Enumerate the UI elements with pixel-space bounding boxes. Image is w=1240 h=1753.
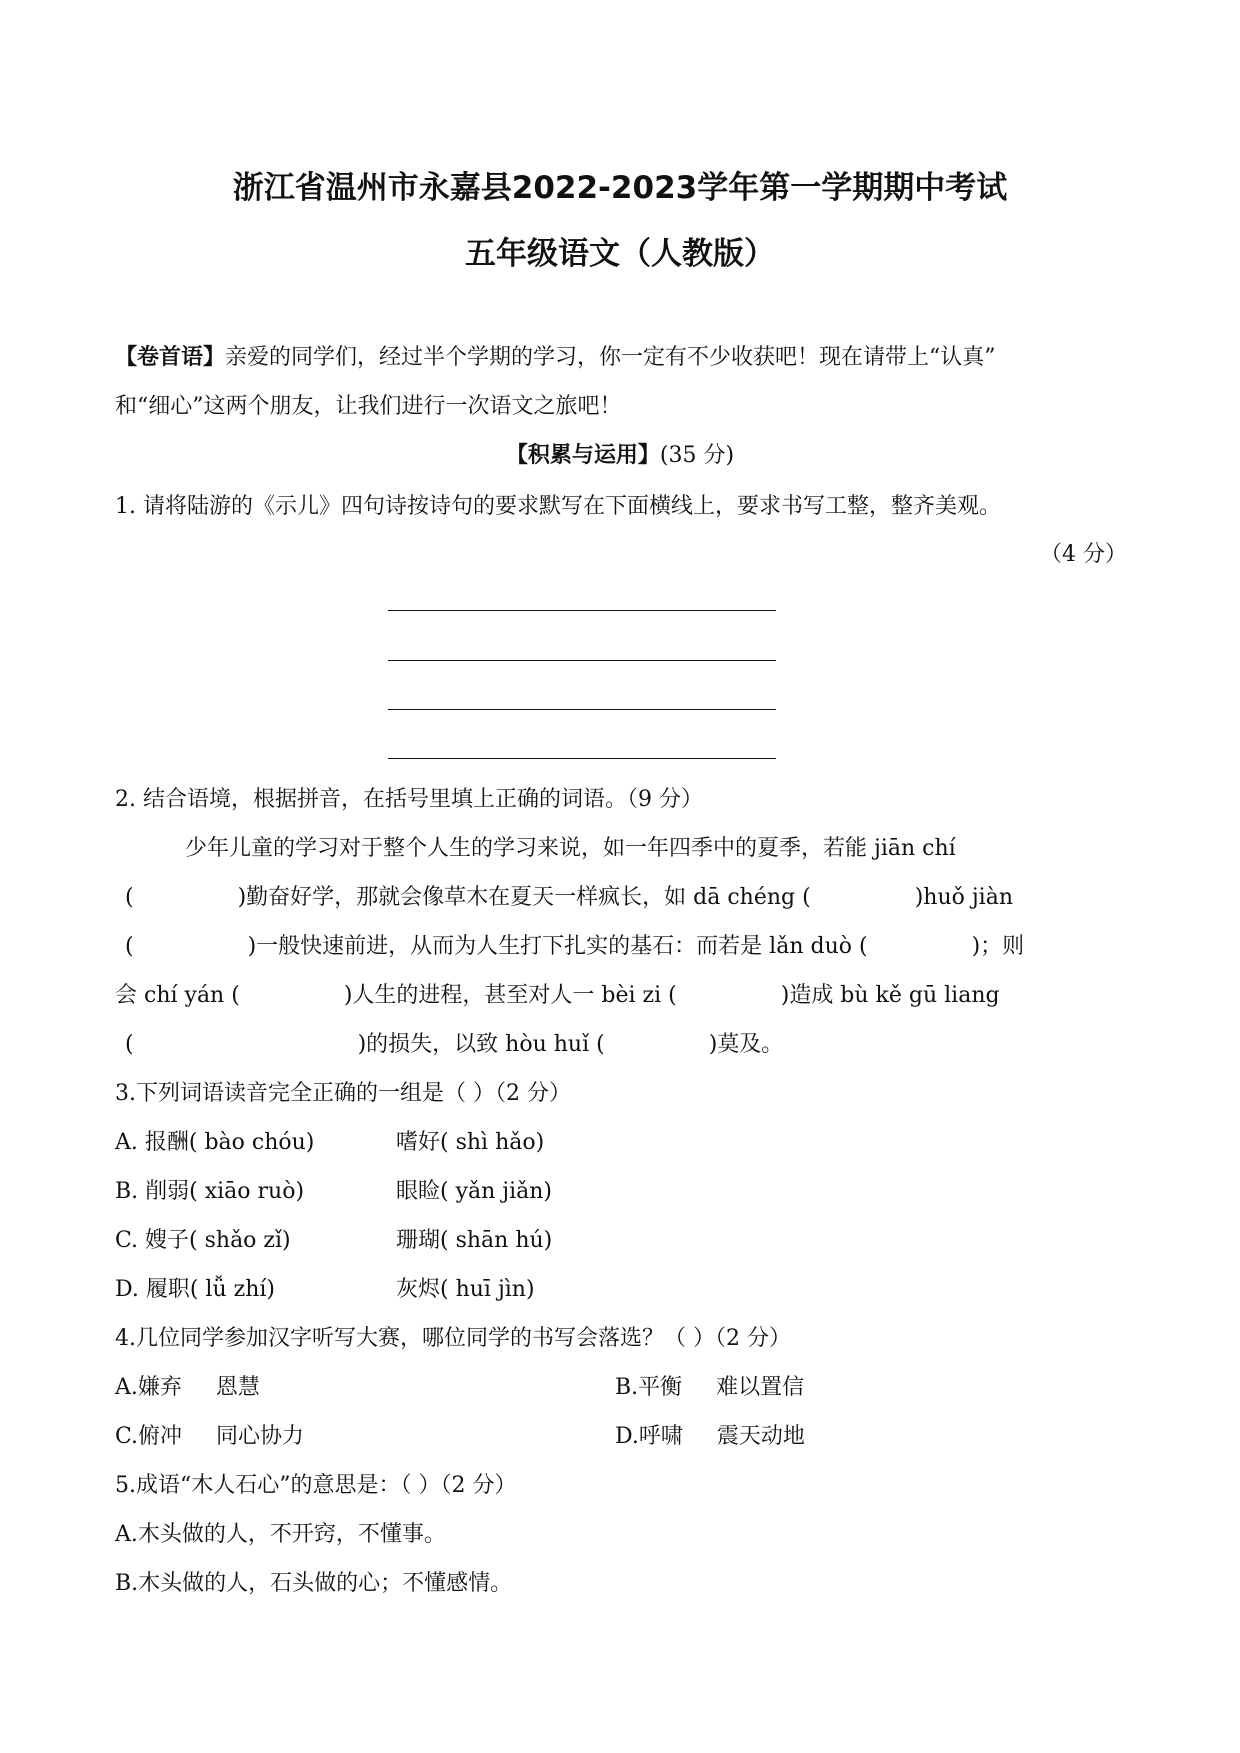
q4-text: 4.几位同学参加汉字听写大赛，哪位同学的书写会落选？（ ）（2 分） xyxy=(115,1326,791,1351)
q3-option-a-2: 嗜好( shì hǎo) xyxy=(396,1130,545,1155)
answer-line-1[interactable] xyxy=(388,610,776,611)
q2-line-5 xyxy=(125,1027,783,1058)
exam-subtitle: 五年级语文（人教版） xyxy=(465,236,775,272)
q2-line-4 xyxy=(115,978,1000,1009)
q2-l2b: )勤奋好学，那就会像草木在夏天一样疯长，如 dā chéng ( xyxy=(237,885,811,910)
q4-option-b-word: 难以置信 xyxy=(716,1375,805,1400)
exam-title: 浙江省温州市永嘉县2022-2023学年第一学期期中考试 xyxy=(232,170,1008,206)
q3-option-a[interactable]: A. 报酬( bào chóu) xyxy=(115,1130,315,1155)
q1-score: （4 分） xyxy=(1040,542,1127,567)
q4-option-a-label: A.嫌弃 xyxy=(115,1375,182,1400)
q4-option-a-word: 恩慧 xyxy=(215,1375,260,1400)
q2-line-3 xyxy=(125,929,1024,960)
q2-line-2 xyxy=(125,880,1013,911)
q2-l3a: ( xyxy=(125,934,134,959)
q3-option-b[interactable]: B. 削弱( xiāo ruò) xyxy=(115,1179,305,1204)
q4-option-a[interactable] xyxy=(115,1370,260,1401)
q3-option-c[interactable]: C. 嫂子( shǎo zǐ) xyxy=(115,1228,291,1253)
q4-option-b-label: B.平衡 xyxy=(615,1375,683,1400)
intro-line-2: 和“细心”这两个朋友，让我们进行一次语文之旅吧！ xyxy=(115,394,622,419)
q2-text: 2. 结合语境，根据拼音，在括号里填上正确的词语。（9 分） xyxy=(115,787,703,812)
intro-line-1 xyxy=(115,340,996,371)
intro-tag: 【卷首语】 xyxy=(115,345,226,370)
section-heading-label: 【积累与运用】 xyxy=(505,443,660,468)
q2-line-1: 少年儿童的学习对于整个人生的学习来说，如一年四季中的夏季，若能 jiān chí xyxy=(185,836,956,861)
q2-l2c: )huǒ jiàn xyxy=(914,885,1014,910)
q4-option-c-word: 同心协力 xyxy=(216,1424,305,1449)
q2-l2a: ( xyxy=(125,885,134,910)
q3-option-d[interactable]: D. 履职( lǚ zhí) xyxy=(115,1277,275,1302)
q2-l5b: )的损失，以致 hòu huǐ ( xyxy=(357,1032,605,1057)
q5-text: 5.成语“木人石心”的意思是：（ ）（2 分） xyxy=(115,1473,517,1498)
q2-l3c: )；则 xyxy=(971,934,1025,959)
q2-l4a: 会 chí yán ( xyxy=(115,983,240,1008)
q4-option-b[interactable] xyxy=(615,1370,804,1401)
answer-line-3[interactable] xyxy=(388,709,776,710)
section-score: (35 分) xyxy=(659,443,735,468)
q4-option-d-word: 震天动地 xyxy=(716,1424,805,1449)
q3-option-c-2: 珊瑚( shān hú) xyxy=(396,1228,553,1253)
q2-l4c: )造成 bù kě gū liang xyxy=(780,983,1000,1008)
q4-option-c-label: C.俯冲 xyxy=(115,1424,183,1449)
q2-l5c: )莫及。 xyxy=(708,1032,784,1057)
answer-line-4[interactable] xyxy=(388,758,776,759)
q2-l3b: )一般快速前进，从而为人生打下扎实的基石：而若是 lǎn duò ( xyxy=(247,934,868,959)
q4-option-d[interactable] xyxy=(615,1419,805,1450)
q5-option-a[interactable]: A.木头做的人，不开窍，不懂事。 xyxy=(115,1522,446,1547)
section-heading xyxy=(0,438,1240,469)
q2-l5a: ( xyxy=(125,1032,134,1057)
q3-option-b-2: 眼睑( yǎn jiǎn) xyxy=(396,1179,553,1204)
q2-l4b: )人生的进程，甚至对人一 bèi zi ( xyxy=(343,983,677,1008)
q4-option-c[interactable] xyxy=(115,1419,304,1450)
q1-text: 1. 请将陆游的《示儿》四句诗按诗句的要求默写在下面横线上，要求书写工整，整齐美观。 xyxy=(115,494,1001,519)
q3-text: 3.下列词语读音完全正确的一组是（ ）（2 分） xyxy=(115,1081,571,1106)
q3-option-d-2: 灰烬( huī jìn) xyxy=(396,1277,535,1302)
intro-text-1: 亲爱的同学们，经过半个学期的学习，你一定有不少收获吧！现在请带上“认真” xyxy=(225,345,996,370)
answer-line-2[interactable] xyxy=(388,660,776,661)
q5-option-b[interactable]: B.木头做的人，石头做的心；不懂感情。 xyxy=(115,1571,513,1596)
q4-option-d-label: D.呼啸 xyxy=(615,1424,683,1449)
